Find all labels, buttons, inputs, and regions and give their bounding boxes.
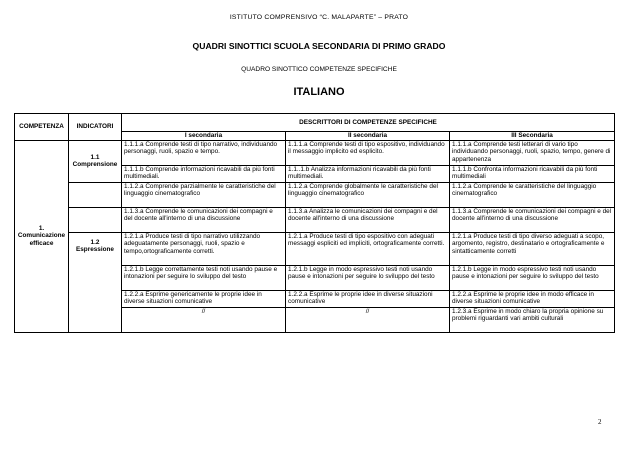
table-cell: 1.2.2.a Esprime le proprie idee in modo efficace in diverse situazioni comunicative <box>450 290 615 307</box>
table-cell: 1.2.1.a Produce testi di tipo narrativo utilizzando adeguatamente personaggi, ruoli, spazio e tempo,ortograficamente corretti. <box>122 232 286 265</box>
table-cell: // <box>286 307 450 332</box>
table-cell: 1.2.3.a Esprime in modo chiaro la propria opinione su problemi riguardanti vari ambiti culturali <box>450 307 615 332</box>
table-cell: 1.1.2.a Comprende parzialmente le caratteristiche del linguaggio cinematografico <box>122 182 286 207</box>
indicator-comprensione: 1.1 Comprensione <box>69 140 122 182</box>
table-cell: 1.1.2.a Comprende globalmente le caratteristiche del linguaggio cinematografico <box>286 182 450 207</box>
table-cell: 1.1.3.a Comprende le comunicazioni dei compagni e del docente all'interno di una discussione <box>450 207 615 232</box>
table-cell: 1.1.3.a Analizza le comunicazioni dei compagni e del docente all'interno di una discussione <box>286 207 450 232</box>
table-cell: 1.2.2.a Esprime genericamente le proprie idee in diverse situazioni comunicative <box>122 290 286 307</box>
level-header-1: I secondaria <box>122 132 286 141</box>
competenza-cell: 1. Comunicazione efficace <box>15 140 69 332</box>
table-cell: 1.1.3.a Comprende le comunicazioni dei compagni e del docente all'interno di una discussione <box>122 207 286 232</box>
table-cell <box>69 182 122 207</box>
table-cell: 1.1..1.b Analizza informazioni ricavabili da più fonti multimediali. <box>286 165 450 182</box>
level-header-3: III Secondaria <box>450 132 615 141</box>
subject-title: ITALIANO <box>293 86 345 98</box>
table-cell: 1.2.1.a Produce testi di tipo espositivo con adeguati messaggi espliciti ed impliciti, ortograficamente corretti. <box>286 232 450 265</box>
table-cell: 1.2.2.a Esprime le proprie idee in diverse situazioni comunicative <box>286 290 450 307</box>
table-cell: 1.2.1.b Legge in modo espressivo testi noti usando pause e intonazioni per seguire lo sviluppo del testo <box>286 265 450 290</box>
table-cell: 1.1.1.b Comprende informazioni ricavabili da più fonti multimediali. <box>122 165 286 182</box>
document-title: QUADRI SINOTTICI SCUOLA SECONDARIA DI PRIMO GRADO <box>192 41 446 51</box>
page-number: 2 <box>598 418 602 426</box>
table-cell: 1.2.1.b Legge correttamente testi noti usando pause e intonazioni per seguire lo sviluppo del testo <box>122 265 286 290</box>
school-name: ISTITUTO COMPRENSIVO “C. MALAPARTE” – PRATO <box>229 14 409 21</box>
table-cell: 1.2.1.a Produce testi di tipo diverso adeguati a scopo, argomento, registro, destinatario e ortograficamente e sintatticamente corretti <box>450 232 615 265</box>
table-cell: 1.1.1.a Comprende testi di tipo narrativo, individuando personaggi, ruoli, spazio e tempo. <box>122 140 286 165</box>
col-header-competenza: COMPETENZA <box>15 114 69 141</box>
col-header-indicatori: INDICATORI <box>69 114 122 141</box>
table-cell: 1.1.1.a Comprende testi di tipo espositivo, individuando il messaggio implicito ed esplicito. <box>286 140 450 165</box>
col-header-descrittori: DESCRITTORI DI COMPETENZE SPECIFICHE <box>122 114 615 132</box>
table-cell: 1.1.1.a Comprende testi letterari di vario tipo individuando personaggi, ruoli, spazio, tempo, genere di appartenenza <box>450 140 615 165</box>
document-subtitle: QUADRO SINOTTICO COMPETENZE SPECIFICHE <box>241 66 397 73</box>
table-cell: // <box>122 307 286 332</box>
table-cell: 1.2.1.b Legge in modo espressivo testi noti usando pause e intonazioni per seguire lo sviluppo del testo <box>450 265 615 290</box>
table-cell <box>69 207 122 232</box>
level-header-2: II secondaria <box>286 132 450 141</box>
table-cell: 1.1.1.b Confronta informazioni ricavabili da più fonti multimediali <box>450 165 615 182</box>
table-cell: 1.1.2.a Comprende le caratteristiche del linguaggio cinematografico <box>450 182 615 207</box>
indicator-espressione: 1.2 Espressione <box>69 232 122 332</box>
competence-table <box>14 113 615 333</box>
